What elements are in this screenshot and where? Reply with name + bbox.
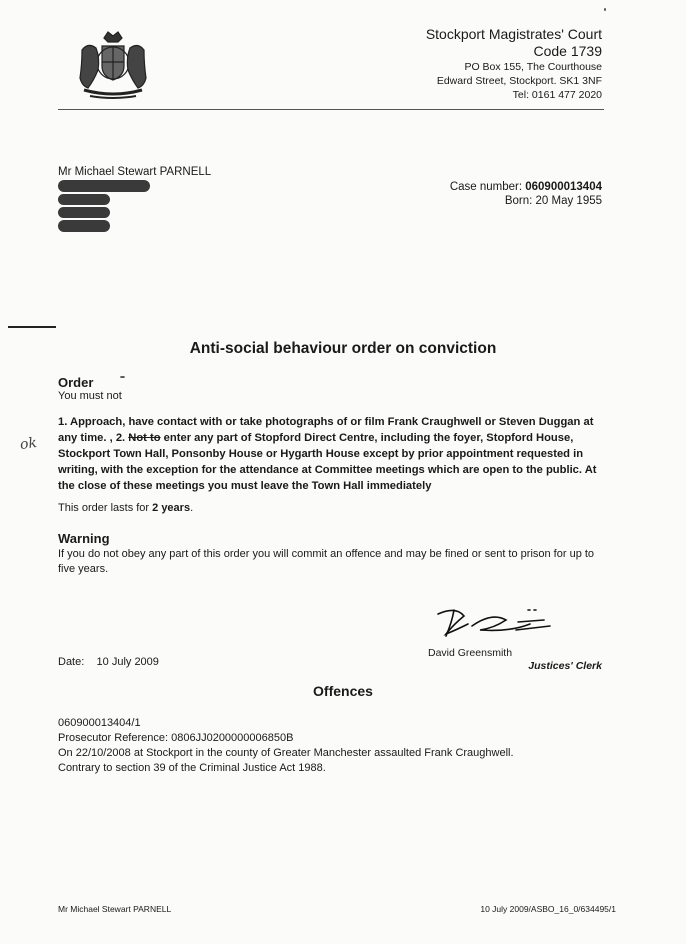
date-of-birth: Born: 20 May 1955 bbox=[504, 195, 602, 207]
offence-details bbox=[58, 716, 514, 776]
order-terms-part-1: 1. Approach, have contact with or take photographs of or film Frank Craughwell or Steven Duggan at any time. , 2. bbox=[58, 416, 594, 444]
prosecutor-reference: Prosecutor Reference: 0806JJ0200000006850B bbox=[58, 732, 294, 744]
recipient-name: Mr Michael Stewart PARNELL bbox=[58, 166, 212, 178]
date-value: 10 July 2009 bbox=[96, 656, 159, 668]
warning-heading: Warning bbox=[58, 531, 110, 546]
court-telephone: Tel: 0161 477 2020 bbox=[512, 89, 602, 101]
footer-recipient: Mr Michael Stewart PARNELL bbox=[58, 904, 172, 914]
signer-name: David Greensmith bbox=[428, 647, 513, 659]
address-line-2: Edward Street, Stockport. SK1 3NF bbox=[436, 75, 602, 87]
order-duration-value: 2 years bbox=[152, 502, 191, 514]
order-duration: This order lasts for 2 years. bbox=[58, 502, 194, 514]
redacted-address-line-2 bbox=[58, 194, 110, 205]
document-title: Anti-social behaviour order on conviction bbox=[189, 340, 497, 357]
order-terms-part-2: enter any part of Stopford Direct Centre, including the foyer, Stopford House, Stockport Town Hall, Ponsonby House or Hygarth House except by prior appointment requested in writing, with the exception for the attendance at Committee meetings which are open to the public. At the close of these meetings you must leave the Town Hall immediately bbox=[58, 432, 597, 492]
signer-role: Justices' Clerk bbox=[528, 660, 602, 672]
order-heading: Order bbox=[58, 375, 94, 390]
scan-speck bbox=[120, 376, 125, 378]
order-date bbox=[58, 656, 159, 668]
redacted-address-line-3 bbox=[58, 207, 110, 218]
offence-statute: Contrary to section 39 of the Criminal Justice Act 1988. bbox=[58, 762, 326, 774]
case-number-label: Case number: bbox=[449, 181, 523, 193]
margin-mark bbox=[8, 326, 56, 328]
case-details bbox=[450, 180, 602, 208]
court-name: Stockport Magistrates' Court bbox=[425, 26, 602, 42]
offence-description: On 22/10/2008 at Stockport in the county of Greater Manchester assaulted Frank Craughwell. bbox=[58, 747, 514, 759]
order-intro: You must not bbox=[58, 390, 122, 402]
header-divider bbox=[58, 109, 604, 110]
handwritten-signature bbox=[432, 600, 556, 644]
scan-speck bbox=[604, 8, 606, 11]
case-number: 060900013404 bbox=[525, 181, 602, 193]
offence-reference: 060900013404/1 bbox=[58, 717, 141, 729]
warning-text: If you do not obey any part of this order you will commit an offence and may be fined or sent to prison for up to five years. bbox=[58, 548, 595, 575]
court-code: Code 1739 bbox=[533, 43, 602, 59]
address-line-1: PO Box 155, The Courthouse bbox=[464, 61, 602, 73]
royal-coat-of-arms-icon bbox=[70, 28, 156, 102]
struck-text: Not to bbox=[128, 432, 161, 444]
order-terms bbox=[58, 414, 606, 494]
date-label: Date: bbox=[58, 656, 85, 668]
court-address-block bbox=[426, 26, 602, 102]
offences-heading: Offences bbox=[313, 683, 373, 699]
footer-reference: 10 July 2009/ASBO_16_0/634495/1 bbox=[480, 904, 616, 914]
handwritten-margin-note: ok bbox=[18, 434, 38, 454]
redacted-address-line-1 bbox=[58, 180, 150, 192]
redacted-address-line-4 bbox=[58, 220, 110, 232]
